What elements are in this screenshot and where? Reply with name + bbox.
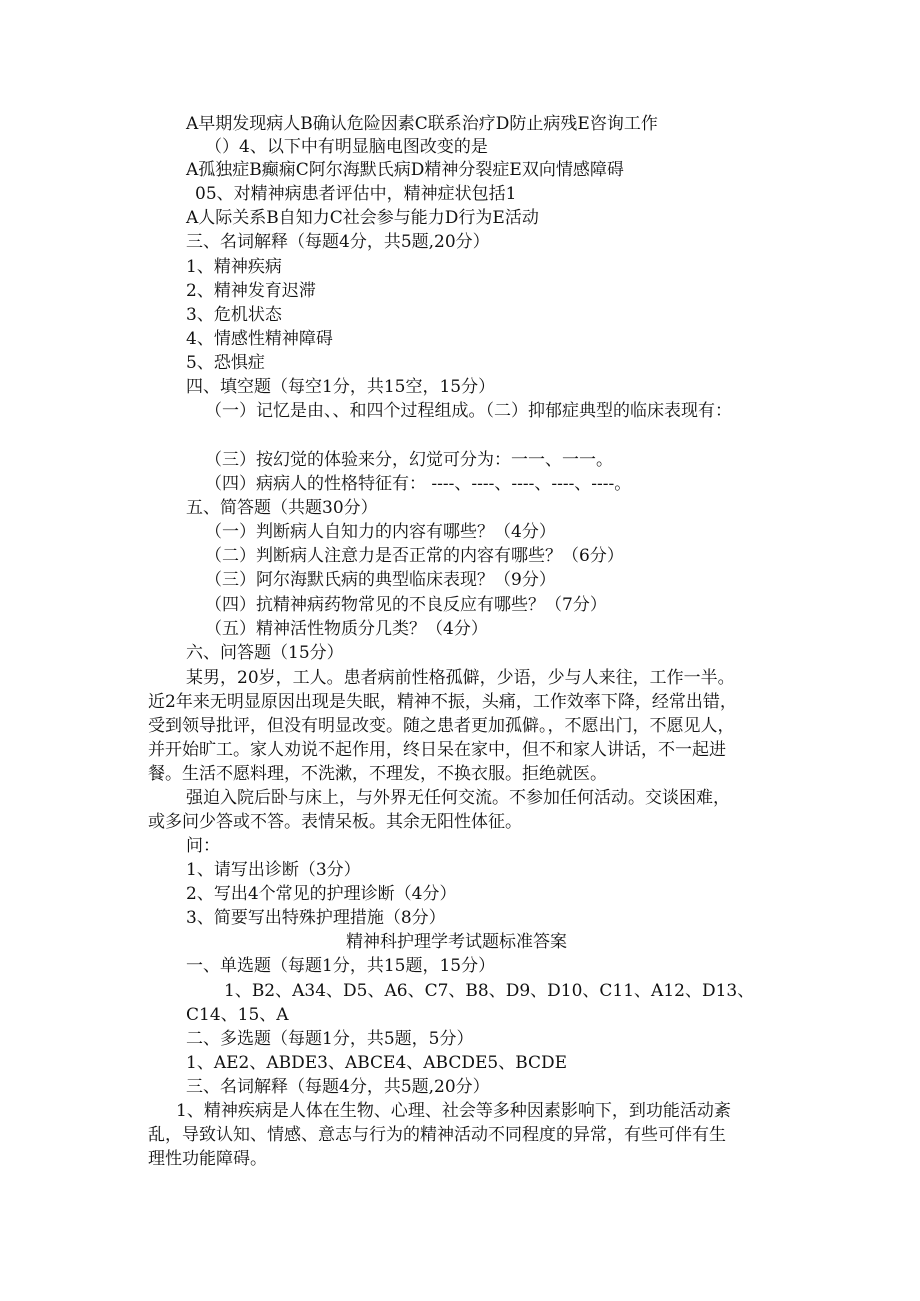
text-line: 4、情感性精神障碍 [186,329,333,349]
text-line: 1、B2、A34、D5、A6、C7、B8、D9、D10、C11、A12、D13、 [224,981,755,1001]
text-line: 1、AE2、ABDE3、ABCE4、ABCDE5、BCDE [186,1053,568,1073]
section-heading: 六、问答题（15分） [186,643,344,663]
section-heading: 三、名词解释（每题4分，共5题,20分） [186,232,490,252]
section-heading: 三、名词解释（每题4分，共5题,20分） [186,1077,490,1097]
text-line: C14、15、A [186,1005,289,1025]
text-line: A早期发现病人B确认危险因素C联系治疗D防止病残E咨询工作 [186,114,658,134]
text-line: 乱，导致认知、情感、意志与行为的精神活动不同程度的异常，有些可伴有生 [148,1125,726,1145]
text-line: 强迫入院后卧与床上，与外界无任何交流。不参加任何活动。交谈困难， [186,788,730,808]
text-line: A人际关系B自知力C社会参与能力D行为E活动 [186,208,539,228]
text-line: 1、请写出诊断（3分） [186,860,361,880]
text-line: 某男，20岁，工人。患者病前性格孤僻，少语，少与人来往，工作一半。 [186,668,735,688]
text-line: （一）判断病人自知力的内容有哪些？（4分） [205,522,556,542]
text-line: （四）抗精神病药物常见的不良反应有哪些？（7分） [205,595,607,615]
text-line: 或多问少答或不答。表情呆板。其余无阳性体征。 [148,812,522,832]
answer-key-title: 精神科护理学考试题标准答案 [346,932,567,952]
text-line: 并开始旷工。家人劝说不起作用，终日呆在家中，但不和家人讲话，不一起进 [148,740,726,760]
text-line: 理性功能障碍。 [148,1149,267,1169]
text-line: 1、精神疾病 [186,257,282,277]
text-line: 1、精神疾病是人体在生物、心理、社会等多种因素影响下，到功能活动紊 [176,1101,731,1121]
text-line: 受到领导批评，但没有明显改变。随之患者更加孤僻。，不愿出门，不愿见人， [148,716,735,736]
section-heading: 一、单选题（每题1分，共15题，15分） [186,956,496,976]
text-line: 近2年来无明显原因出现是失眠，精神不振，头痛，工作效率下降，经常出错， [148,692,737,712]
section-heading: 五、简答题（共题30分） [186,498,378,518]
text-line: 2、写出4个常见的护理诊断（4分） [186,884,457,904]
text-line: 3、简要写出特殊护理措施（8分） [186,908,446,928]
section-heading: 二、多选题（每题1分，共5题，5分） [186,1029,474,1049]
text-line: （一）记忆是由、、和四个过程组成。（二）抑郁症典型的临床表现有： [205,401,732,421]
text-line: （）4、以下中有明显脑电图改变的是 [205,137,488,157]
text-line: 5、恐惧症 [186,353,265,373]
section-heading: 四、填空题（每空1分，共15空，15分） [186,377,496,397]
text-line: （四）病病人的性格特征有： ----、----、----、----、----。 [205,474,632,494]
text-line: （二）判断病人注意力是否正常的内容有哪些？（6分） [205,546,624,566]
text-line: （三）阿尔海默氏病的典型临床表现？（9分） [205,570,556,590]
text-line: 餐。生活不愿料理，不洗漱，不理发，不换衣服。拒绝就医。 [148,764,607,784]
text-line: A孤独症B癫痫C阿尔海默氏病D精神分裂症E双向情感障碍 [186,160,624,180]
text-line: （五）精神活性物质分几类？（4分） [205,619,488,639]
text-line: 3、危机状态 [186,305,282,325]
text-line: （三）按幻觉的体验来分，幻觉可分为：一一、一一。 [205,450,613,470]
text-line: 05、对精神病患者评估中，精神症状包括1 [195,184,517,204]
text-line: 2、精神发育迟滞 [186,281,316,301]
text-line: 问： [186,836,220,856]
